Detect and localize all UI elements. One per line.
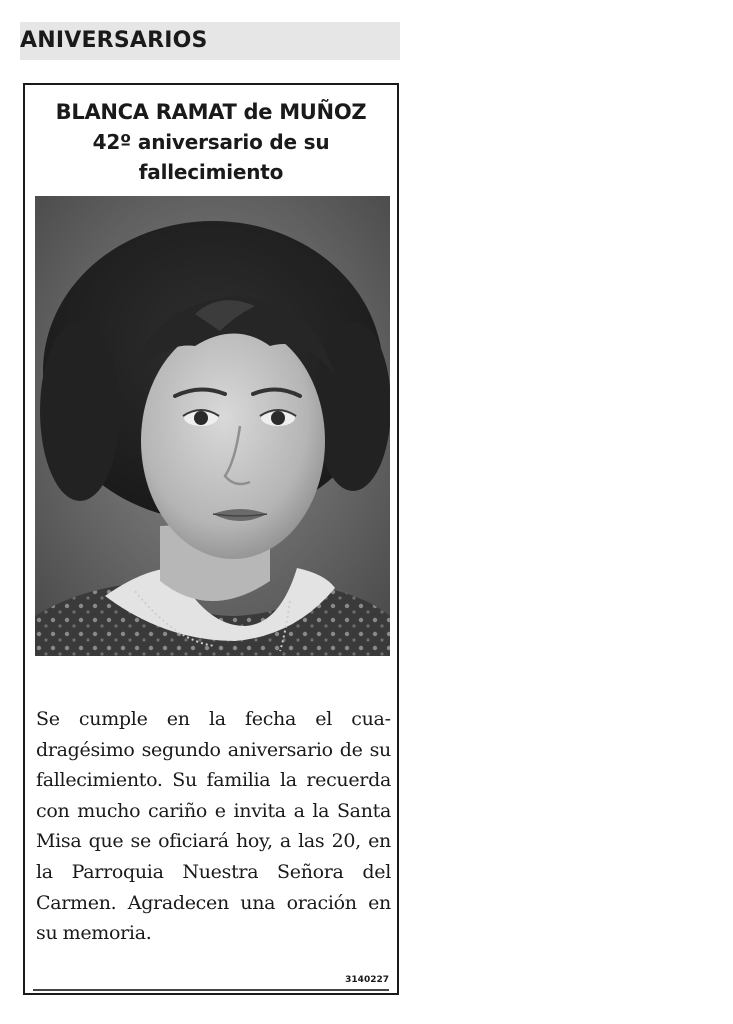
- anniversary-subtitle: 42º aniversario de su fallecimiento: [92, 130, 330, 184]
- obituary-notice: [23, 83, 399, 995]
- notice-headline: [25, 97, 397, 187]
- notice-bottom-rule: [33, 989, 389, 991]
- notice-reference-number: 3140227: [345, 975, 389, 985]
- notice-body-text: Se cumple en la fecha el cuadragésimo segundo aniversario de su fallecimiento. Su familia la recuerda con mucho cariño e invita a la Santa Misa que se oficiará hoy, a las 20, en la Parroquia Nuestra Señora del Carmen. Agradecen una oración en su memoria.: [36, 708, 391, 945]
- portrait-photo: [35, 196, 390, 656]
- section-title: ANIVERSARIOS: [20, 28, 208, 53]
- deceased-name: BLANCA RAMAT de MUÑOZ: [55, 100, 367, 124]
